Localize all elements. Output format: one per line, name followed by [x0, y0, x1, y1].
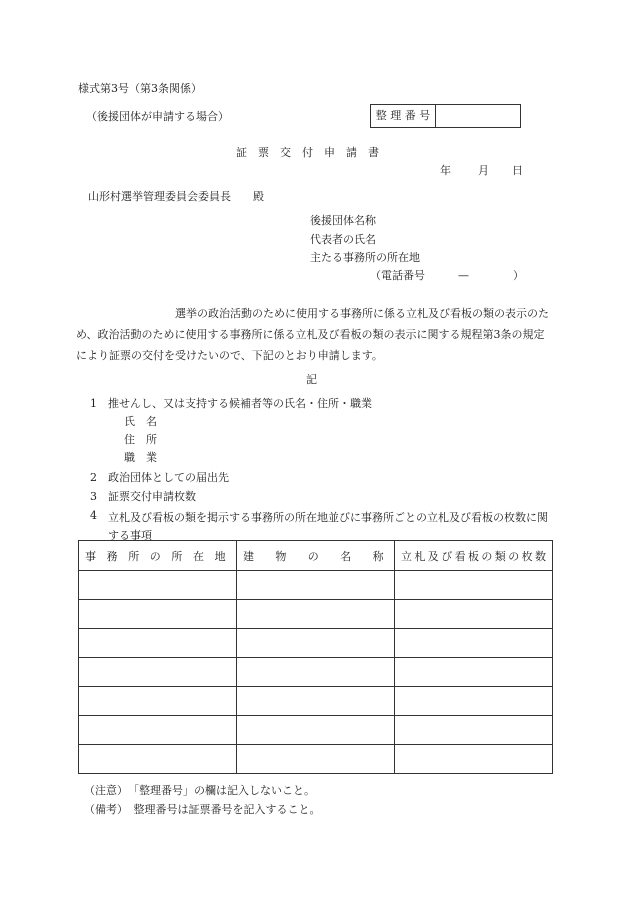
table-cell[interactable]	[237, 571, 395, 600]
table-cell[interactable]	[79, 687, 237, 716]
phone-label: （電話番号 — ）	[370, 269, 524, 282]
applicant-case: （後援団体が申請する場合）	[86, 110, 229, 123]
table-cell[interactable]	[395, 571, 553, 600]
table-cell[interactable]	[395, 716, 553, 745]
table-cell[interactable]	[79, 658, 237, 687]
office-address-label: 主たる事務所の所在地	[310, 251, 420, 264]
item-1-number: 1	[90, 397, 97, 410]
table-row	[79, 687, 553, 716]
document-title: 証 票 交 付 申 請 書	[236, 146, 379, 159]
table-cell[interactable]	[79, 629, 237, 658]
table-cell[interactable]	[395, 629, 553, 658]
date-month: 月	[478, 164, 489, 177]
table-cell[interactable]	[79, 745, 237, 774]
table-cell[interactable]	[237, 687, 395, 716]
table-cell[interactable]	[79, 571, 237, 600]
table-row	[79, 658, 553, 687]
table-cell[interactable]	[237, 629, 395, 658]
table-cell[interactable]	[395, 600, 553, 629]
control-number-label: 整 理 番 号	[370, 104, 436, 128]
sub-item-occupation: 職 業	[124, 451, 157, 464]
header-sign-count: 立札及び看板の類の枚数	[395, 541, 553, 571]
ki-heading: 記	[306, 373, 317, 386]
table-cell[interactable]	[237, 658, 395, 687]
date-year: 年	[440, 164, 451, 177]
org-name-label: 後援団体名称	[310, 214, 376, 227]
item-2-text: 政治団体としての届出先	[108, 471, 229, 484]
note-caution: （注意） 「整理番号」の欄は記入しないこと。	[84, 784, 315, 797]
form-number: 様式第3号（第3条関係）	[78, 82, 202, 95]
table-row	[79, 745, 553, 774]
table-row	[79, 629, 553, 658]
table-cell[interactable]	[237, 600, 395, 629]
table-header-row	[79, 541, 553, 571]
item-3-number: 3	[90, 490, 97, 503]
control-number-field[interactable]	[435, 104, 521, 128]
item-2-number: 2	[90, 471, 97, 484]
table-cell[interactable]	[237, 716, 395, 745]
item-3-text: 証票交付申請枚数	[108, 490, 196, 503]
item-4-number: 4	[90, 509, 97, 522]
date-day: 日	[512, 164, 523, 177]
header-office-address: 事務所の所在地	[79, 541, 237, 571]
header-building-name: 建物の名称	[237, 541, 395, 571]
rep-name-label: 代表者の氏名	[310, 233, 376, 246]
office-table	[78, 540, 553, 774]
table-cell[interactable]	[79, 600, 237, 629]
sub-item-address: 住 所	[124, 433, 157, 446]
addressee: 山形村選挙管理委員会委員長 殿	[88, 190, 264, 203]
table-cell[interactable]	[395, 687, 553, 716]
sub-item-name: 氏 名	[124, 415, 157, 428]
table-cell[interactable]	[395, 745, 553, 774]
note-remark: （備考） 整理番号は証票番号を記入すること。	[84, 803, 321, 816]
table-row	[79, 600, 553, 629]
application-body: 選挙の政治活動のために使用する事務所に係る立札及び看板の類の表示のため、政治活動のために使用する事務所に係る立札及び看板の類の表示に関する規程第3条の規定により証票の交付を受けたいので、下記のとおり申請します。	[76, 307, 549, 362]
table-cell[interactable]	[237, 745, 395, 774]
table-cell[interactable]	[395, 658, 553, 687]
table-row	[79, 716, 553, 745]
item-1-text: 推せんし、又は支持する候補者等の氏名・住所・職業	[108, 397, 372, 410]
item-4-text: 立札及び看板の類を掲示する事務所の所在地並びに事務所ごとの立札及び看板の枚数に関する事項	[108, 511, 548, 542]
table-cell[interactable]	[79, 716, 237, 745]
table-row	[79, 571, 553, 600]
